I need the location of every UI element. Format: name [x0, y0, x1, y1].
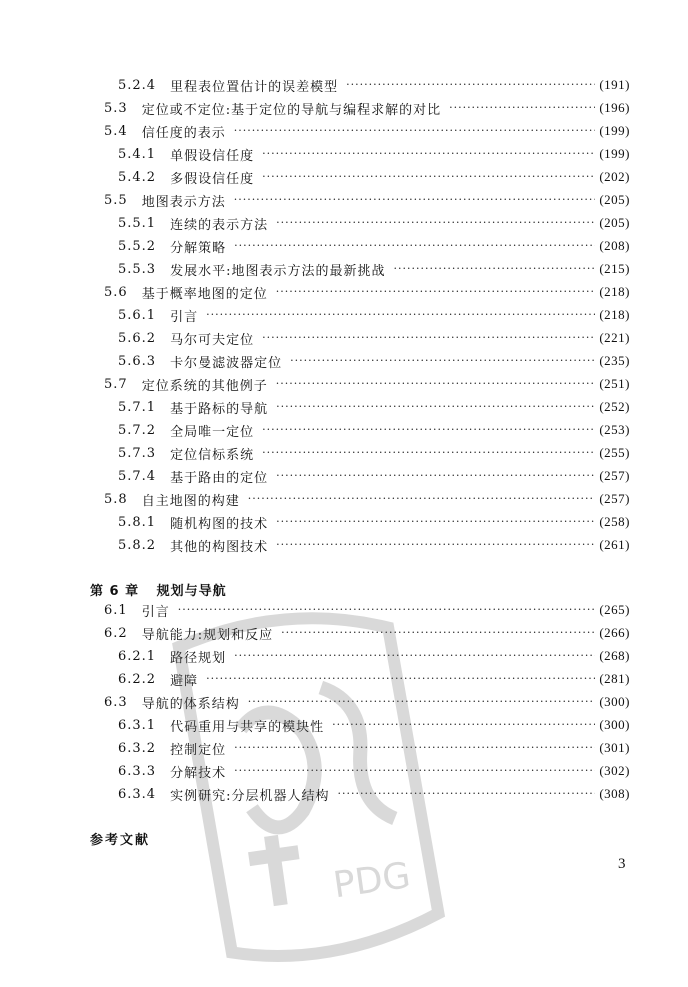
toc-entry-title: 里程表位置估计的误差模型 [170, 79, 339, 95]
toc-entry-number: 5.7 [104, 376, 128, 392]
toc-entry [118, 258, 630, 280]
toc-entry-number: 5.4 [104, 123, 128, 139]
toc-entry-title: 导航能力:规划和反应 [141, 627, 274, 643]
toc-entry [118, 783, 630, 805]
toc-entry [104, 622, 630, 644]
toc-entry [118, 304, 630, 326]
toc-leader-dots [178, 599, 596, 621]
toc-entry-title: 单假设信任度 [170, 148, 255, 164]
toc-entry-title: 基于路标的导航 [170, 401, 269, 417]
toc-entry-title: 定位或不定位:基于定位的导航与编程求解的对比 [141, 102, 442, 118]
toc-leader-dots [248, 488, 596, 510]
toc-entry-title: 连续的表示方法 [170, 217, 269, 233]
toc-entry [118, 668, 630, 690]
toc-entry-page: (202) [599, 169, 630, 184]
toc-leader-dots [276, 396, 595, 418]
toc-entry-title: 定位系统的其他例子 [141, 378, 268, 394]
toc-entry [104, 120, 630, 142]
toc-entry-number: 6.2 [104, 625, 128, 641]
toc-entry-number: 6.3.3 [118, 763, 157, 779]
toc-entry-title: 其他的构图技术 [170, 539, 269, 555]
toc-entry-page: (191) [599, 77, 630, 92]
toc-leader-dots [276, 534, 595, 556]
toc-entry-page: (261) [599, 537, 630, 552]
toc-entry-number: 5.4.2 [118, 169, 157, 185]
toc-entry [118, 143, 630, 165]
toc-entry [118, 396, 630, 418]
toc-entry [118, 737, 630, 759]
toc-entry-title: 卡尔曼滤波器定位 [170, 355, 283, 371]
toc-entry-number: 6.2.1 [118, 648, 157, 664]
toc-leader-dots [234, 235, 595, 257]
toc-entry [104, 488, 630, 510]
toc-leader-dots [206, 668, 595, 690]
toc-entry-page: (300) [599, 694, 630, 709]
toc-entry-page: (253) [599, 422, 630, 437]
toc-leader-dots [262, 166, 595, 188]
toc-entry [118, 235, 630, 257]
toc-entry-page: (265) [599, 602, 630, 617]
chapter-title: 规划与导航 [156, 584, 227, 599]
toc-entry-title: 控制定位 [170, 742, 227, 758]
toc-leader-dots [276, 281, 596, 303]
toc-entry [118, 645, 630, 667]
toc-entry-page: (208) [599, 238, 630, 253]
page-number: 3 [618, 856, 626, 872]
toc-entry-title: 导航的体系结构 [141, 696, 240, 712]
toc-entry-title: 定位信标系统 [170, 447, 255, 463]
toc-entry-number: 5.6.3 [118, 353, 157, 369]
toc-leader-dots [332, 714, 595, 736]
toc-entry-number: 5.4.1 [118, 146, 157, 162]
toc-entry [104, 189, 630, 211]
toc-entry [118, 74, 630, 96]
toc-leader-dots [262, 419, 595, 441]
toc-entry-page: (257) [599, 491, 630, 506]
toc-entry-page: (218) [599, 307, 630, 322]
toc-entry [118, 511, 630, 533]
toc-entry-page: (281) [599, 671, 630, 686]
toc-entry [118, 212, 630, 234]
toc-leader-dots [276, 212, 595, 234]
toc-entry-page: (300) [599, 717, 630, 732]
toc-entry [118, 166, 630, 188]
toc-entry-page: (199) [599, 146, 630, 161]
toc-entry-page: (252) [599, 399, 630, 414]
toc-entry-number: 5.5 [104, 192, 128, 208]
toc-entry-number: 5.3 [104, 100, 128, 116]
toc-entry [118, 465, 630, 487]
chapter-label: 第 6 章 [90, 584, 140, 599]
toc-entry-title: 分解策略 [170, 240, 227, 256]
references-heading: 参考文献 [90, 833, 151, 848]
toc-entry-page: (266) [599, 625, 630, 640]
chapter-heading [90, 580, 227, 599]
toc-leader-dots [206, 304, 595, 326]
toc-leader-dots [262, 143, 595, 165]
toc-leader-dots [262, 327, 595, 349]
toc-entry-page: (301) [599, 740, 630, 755]
toc-entry-number: 6.2.2 [118, 671, 157, 687]
toc-leader-dots [393, 258, 595, 280]
toc-entry-page: (302) [599, 763, 630, 778]
toc-entry-number: 5.6.2 [118, 330, 157, 346]
toc-entry-page: (205) [599, 215, 630, 230]
toc-leader-dots [290, 350, 595, 372]
toc-entry-number: 5.7.4 [118, 468, 157, 484]
toc-entry-number: 5.5.1 [118, 215, 157, 231]
toc-entry-title: 基于路由的定位 [170, 470, 269, 486]
toc-entry-title: 地图表示方法 [141, 194, 226, 210]
toc-entry-page: (257) [599, 468, 630, 483]
toc-entry-title: 随机构图的技术 [170, 516, 269, 532]
toc-leader-dots [262, 442, 595, 464]
toc-entry-number: 6.3.4 [118, 786, 157, 802]
toc-entry-page: (251) [599, 376, 630, 391]
toc-leader-dots [337, 783, 595, 805]
toc-entry-number: 5.5.2 [118, 238, 157, 254]
toc-leader-dots [276, 465, 595, 487]
toc-entry-page: (215) [599, 261, 630, 276]
toc-entry [118, 419, 630, 441]
toc-entry-number: 6.3 [104, 694, 128, 710]
toc-entry-number: 5.2.4 [118, 77, 157, 93]
toc-leader-dots [234, 189, 596, 211]
toc-entry-title: 基于概率地图的定位 [141, 286, 268, 302]
toc-entry-title: 发展水平:地图表示方法的最新挑战 [170, 263, 386, 279]
toc-entry-page: (205) [599, 192, 630, 207]
toc-entry-number: 5.6.1 [118, 307, 157, 323]
toc-leader-dots [234, 645, 595, 667]
toc-entry [104, 97, 630, 119]
toc-leader-dots [234, 737, 595, 759]
toc-entry-title: 自主地图的构建 [141, 493, 240, 509]
watermark-text: PDG [330, 855, 414, 907]
toc-entry-number: 5.7.2 [118, 422, 157, 438]
toc-entry-page: (255) [599, 445, 630, 460]
toc-leader-dots [449, 97, 595, 119]
toc-entry-page: (196) [599, 100, 630, 115]
toc-entry [104, 691, 630, 713]
toc-entry [118, 714, 630, 736]
toc-leader-dots [276, 373, 596, 395]
toc-entry-title: 分解技术 [170, 765, 227, 781]
toc-entry-title: 马尔可夫定位 [170, 332, 255, 348]
toc-leader-dots [234, 760, 595, 782]
toc-entry-number: 5.7.1 [118, 399, 157, 415]
toc-entry [118, 350, 630, 372]
toc-entry [104, 281, 630, 303]
toc-entry-number: 5.8.1 [118, 514, 157, 530]
toc-entry [118, 760, 630, 782]
toc-entry-title: 引言 [170, 309, 199, 325]
toc-leader-dots [346, 74, 595, 96]
toc-leader-dots [276, 511, 595, 533]
toc-entry-page: (218) [599, 284, 630, 299]
toc-entry-page: (268) [599, 648, 630, 663]
toc-leader-dots [281, 622, 595, 644]
toc-entry-number: 6.3.1 [118, 717, 157, 733]
toc-entry-number: 6.1 [104, 602, 128, 618]
toc-entry-title: 代码重用与共享的模块性 [170, 719, 325, 735]
toc-entry-number: 5.7.3 [118, 445, 157, 461]
toc-entry-number: 5.8.2 [118, 537, 157, 553]
toc-entry-page: (258) [599, 514, 630, 529]
toc-entry-page: (199) [599, 123, 630, 138]
toc-entry-page: (221) [599, 330, 630, 345]
toc-entry-title: 路径规划 [170, 650, 227, 666]
toc-entry-page: (235) [599, 353, 630, 368]
toc-entry-title: 信任度的表示 [141, 125, 226, 141]
toc-entry-title: 多假设信任度 [170, 171, 255, 187]
toc-entry [104, 373, 630, 395]
toc-entry-title: 全局唯一定位 [170, 424, 255, 440]
toc-entry [118, 442, 630, 464]
toc-entry [104, 599, 630, 621]
toc-entry [118, 534, 630, 556]
toc-entry [118, 327, 630, 349]
toc-entry-title: 避障 [170, 673, 199, 689]
toc-entry-number: 5.6 [104, 284, 128, 300]
toc-entry-title: 引言 [141, 604, 170, 620]
toc-leader-dots [248, 691, 596, 713]
toc-entry-number: 5.5.3 [118, 261, 157, 277]
toc-leader-dots [234, 120, 596, 142]
toc-entry-page: (308) [599, 786, 630, 801]
toc-entry-number: 6.3.2 [118, 740, 157, 756]
toc-entry-title: 实例研究:分层机器人结构 [170, 788, 330, 804]
toc-entry-number: 5.8 [104, 491, 128, 507]
